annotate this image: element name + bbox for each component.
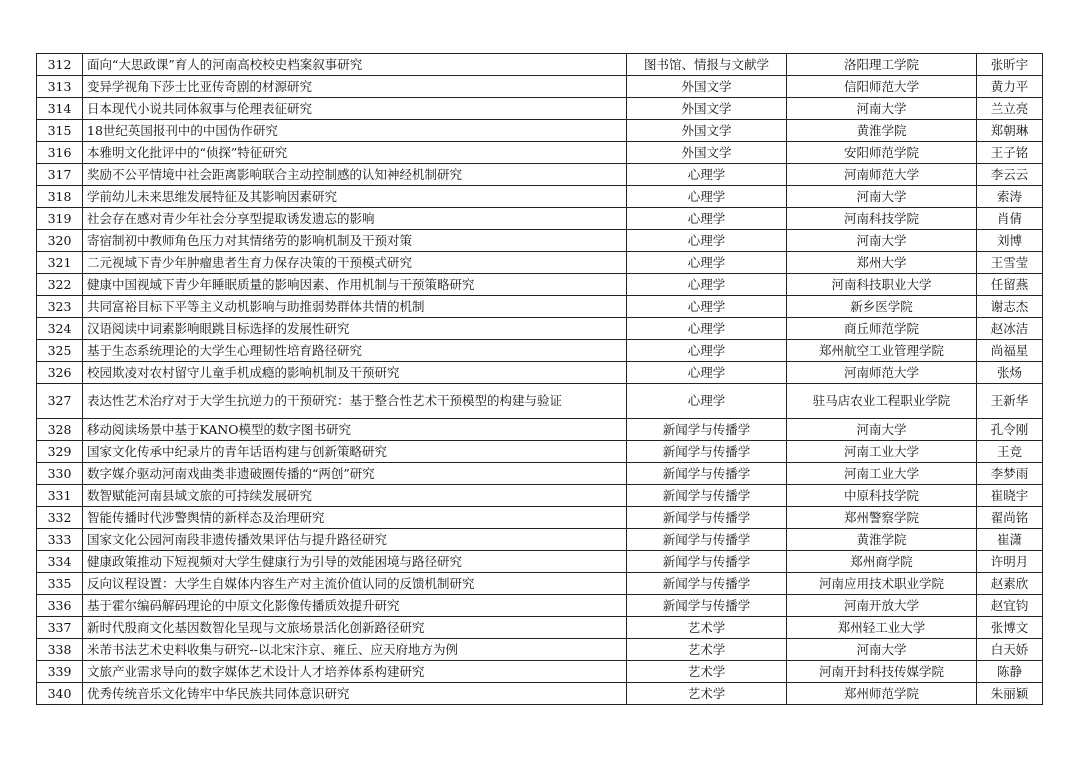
project-title: 数智赋能河南县域文旅的可持续发展研究 — [83, 485, 627, 507]
institution: 河南工业大学 — [787, 441, 977, 463]
project-title: 国家文化传承中纪录片的青年话语构建与创新策略研究 — [83, 441, 627, 463]
project-number: 330 — [37, 463, 83, 485]
project-title: 反向议程设置：大学生自媒体内容生产对主流价值认同的反馈机制研究 — [83, 573, 627, 595]
principal-investigator: 陈静 — [977, 661, 1043, 683]
project-number: 317 — [37, 164, 83, 186]
project-list-table — [36, 53, 1043, 705]
principal-investigator: 崔晓宇 — [977, 485, 1043, 507]
institution: 郑州警察学院 — [787, 507, 977, 529]
project-title: 校园欺凌对农村留守儿童手机成瘾的影响机制及干预研究 — [83, 362, 627, 384]
project-number: 333 — [37, 529, 83, 551]
principal-investigator: 翟尚铭 — [977, 507, 1043, 529]
discipline: 新闻学与传播学 — [627, 507, 787, 529]
discipline: 心理学 — [627, 318, 787, 340]
table-row — [37, 661, 1043, 683]
project-title: 文旅产业需求导向的数字媒体艺术设计人才培养体系构建研究 — [83, 661, 627, 683]
project-title: 数字媒介驱动河南戏曲类非遗破圈传播的“两创”研究 — [83, 463, 627, 485]
project-title: 智能传播时代涉警舆情的新样态及治理研究 — [83, 507, 627, 529]
project-number: 315 — [37, 120, 83, 142]
discipline: 心理学 — [627, 186, 787, 208]
discipline: 心理学 — [627, 274, 787, 296]
institution: 洛阳理工学院 — [787, 54, 977, 76]
project-number: 312 — [37, 54, 83, 76]
project-number: 316 — [37, 142, 83, 164]
discipline: 新闻学与传播学 — [627, 463, 787, 485]
table-body — [37, 54, 1043, 705]
institution: 商丘师范学院 — [787, 318, 977, 340]
table-row — [37, 186, 1043, 208]
institution: 河南大学 — [787, 186, 977, 208]
project-number: 318 — [37, 186, 83, 208]
principal-investigator: 刘博 — [977, 230, 1043, 252]
project-number: 321 — [37, 252, 83, 274]
project-title: 面向“大思政课”育人的河南高校校史档案叙事研究 — [83, 54, 627, 76]
project-number: 325 — [37, 340, 83, 362]
table-row — [37, 441, 1043, 463]
project-number: 336 — [37, 595, 83, 617]
discipline: 图书馆、情报与文献学 — [627, 54, 787, 76]
project-title: 优秀传统音乐文化铸牢中华民族共同体意识研究 — [83, 683, 627, 705]
project-title: 日本现代小说共同体叙事与伦理表征研究 — [83, 98, 627, 120]
principal-investigator: 肖倩 — [977, 208, 1043, 230]
institution: 河南开封科技传媒学院 — [787, 661, 977, 683]
project-number: 329 — [37, 441, 83, 463]
principal-investigator: 尚福星 — [977, 340, 1043, 362]
table-row — [37, 551, 1043, 573]
project-title: 基于霍尔编码解码理论的中原文化影像传播质效提升研究 — [83, 595, 627, 617]
discipline: 新闻学与传播学 — [627, 441, 787, 463]
discipline: 艺术学 — [627, 617, 787, 639]
table-row — [37, 683, 1043, 705]
discipline: 外国文学 — [627, 76, 787, 98]
project-title: 18世纪英国报刊中的中国伪作研究 — [83, 120, 627, 142]
table-row — [37, 120, 1043, 142]
institution: 驻马店农业工程职业学院 — [787, 384, 977, 419]
institution: 郑州商学院 — [787, 551, 977, 573]
principal-investigator: 索涛 — [977, 186, 1043, 208]
discipline: 外国文学 — [627, 98, 787, 120]
principal-investigator: 朱丽颖 — [977, 683, 1043, 705]
institution: 黄淮学院 — [787, 529, 977, 551]
principal-investigator: 张博文 — [977, 617, 1043, 639]
project-title: 社会存在感对青少年社会分享型提取诱发遗忘的影响 — [83, 208, 627, 230]
institution: 河南师范大学 — [787, 164, 977, 186]
table-row — [37, 318, 1043, 340]
discipline: 心理学 — [627, 384, 787, 419]
project-title: 奖励不公平情境中社会距离影响联合主动控制感的认知神经机制研究 — [83, 164, 627, 186]
principal-investigator: 李梦雨 — [977, 463, 1043, 485]
principal-investigator: 赵冰洁 — [977, 318, 1043, 340]
project-number: 327 — [37, 384, 83, 419]
project-number: 322 — [37, 274, 83, 296]
institution: 郑州航空工业管理学院 — [787, 340, 977, 362]
institution: 河南应用技术职业学院 — [787, 573, 977, 595]
project-number: 332 — [37, 507, 83, 529]
project-title: 表达性艺术治疗对于大学生抗逆力的干预研究：基于整合性艺术干预模型的构建与验证 — [83, 384, 627, 419]
project-title: 寄宿制初中教师角色压力对其情绪劳的影响机制及干预对策 — [83, 230, 627, 252]
table-row — [37, 340, 1043, 362]
table-row — [37, 419, 1043, 441]
principal-investigator: 白天娇 — [977, 639, 1043, 661]
table-row — [37, 485, 1043, 507]
table-row — [37, 384, 1043, 419]
project-number: 323 — [37, 296, 83, 318]
institution: 河南科技学院 — [787, 208, 977, 230]
project-title: 健康政策推动下短视频对大学生健康行为引导的效能困境与路径研究 — [83, 551, 627, 573]
discipline: 外国文学 — [627, 142, 787, 164]
project-title: 米芾书法艺术史料收集与研究--以北宋汴京、雍丘、应天府地方为例 — [83, 639, 627, 661]
institution: 信阳师范大学 — [787, 76, 977, 98]
institution: 河南大学 — [787, 419, 977, 441]
discipline: 心理学 — [627, 208, 787, 230]
table-row — [37, 573, 1043, 595]
discipline: 新闻学与传播学 — [627, 595, 787, 617]
discipline: 心理学 — [627, 340, 787, 362]
table-row — [37, 595, 1043, 617]
principal-investigator: 王竞 — [977, 441, 1043, 463]
discipline: 艺术学 — [627, 683, 787, 705]
principal-investigator: 张炀 — [977, 362, 1043, 384]
institution: 河南大学 — [787, 98, 977, 120]
project-number: 331 — [37, 485, 83, 507]
project-number: 339 — [37, 661, 83, 683]
project-number: 335 — [37, 573, 83, 595]
table-row — [37, 362, 1043, 384]
institution: 河南科技职业大学 — [787, 274, 977, 296]
institution: 黄淮学院 — [787, 120, 977, 142]
discipline: 外国文学 — [627, 120, 787, 142]
principal-investigator: 谢志杰 — [977, 296, 1043, 318]
table-row — [37, 142, 1043, 164]
discipline: 艺术学 — [627, 639, 787, 661]
table-row — [37, 617, 1043, 639]
institution: 河南大学 — [787, 230, 977, 252]
institution: 安阳师范学院 — [787, 142, 977, 164]
table-row — [37, 230, 1043, 252]
table-row — [37, 274, 1043, 296]
project-number: 338 — [37, 639, 83, 661]
table-row — [37, 208, 1043, 230]
table-row — [37, 296, 1043, 318]
project-title: 汉语阅读中词素影响眼跳目标选择的发展性研究 — [83, 318, 627, 340]
table-row — [37, 507, 1043, 529]
project-number: 313 — [37, 76, 83, 98]
institution: 郑州大学 — [787, 252, 977, 274]
discipline: 新闻学与传播学 — [627, 573, 787, 595]
table-row — [37, 54, 1043, 76]
institution: 河南师范大学 — [787, 362, 977, 384]
discipline: 新闻学与传播学 — [627, 485, 787, 507]
table-row — [37, 252, 1043, 274]
project-number: 319 — [37, 208, 83, 230]
principal-investigator: 李云云 — [977, 164, 1043, 186]
project-number: 334 — [37, 551, 83, 573]
discipline: 艺术学 — [627, 661, 787, 683]
table-row — [37, 76, 1043, 98]
discipline: 新闻学与传播学 — [627, 419, 787, 441]
discipline: 心理学 — [627, 230, 787, 252]
project-number: 328 — [37, 419, 83, 441]
project-title: 基于生态系统理论的大学生心理韧性培育路径研究 — [83, 340, 627, 362]
institution: 中原科技学院 — [787, 485, 977, 507]
principal-investigator: 郑朝琳 — [977, 120, 1043, 142]
project-number: 324 — [37, 318, 83, 340]
project-title: 健康中国视域下青少年睡眠质量的影响因素、作用机制与干预策略研究 — [83, 274, 627, 296]
principal-investigator: 王新华 — [977, 384, 1043, 419]
table-row — [37, 98, 1043, 120]
project-title: 变异学视角下莎士比亚传奇剧的材源研究 — [83, 76, 627, 98]
principal-investigator: 孔令刚 — [977, 419, 1043, 441]
institution: 河南工业大学 — [787, 463, 977, 485]
project-number: 326 — [37, 362, 83, 384]
principal-investigator: 赵宜钧 — [977, 595, 1043, 617]
project-number: 320 — [37, 230, 83, 252]
project-number: 337 — [37, 617, 83, 639]
principal-investigator: 张昕宇 — [977, 54, 1043, 76]
project-title: 学前幼儿未来思维发展特征及其影响因素研究 — [83, 186, 627, 208]
principal-investigator: 王雪莹 — [977, 252, 1043, 274]
discipline: 心理学 — [627, 252, 787, 274]
institution: 郑州轻工业大学 — [787, 617, 977, 639]
project-number: 314 — [37, 98, 83, 120]
project-title: 新时代殷商文化基因数智化呈现与文旅场景活化创新路径研究 — [83, 617, 627, 639]
discipline: 新闻学与传播学 — [627, 529, 787, 551]
principal-investigator: 黄力平 — [977, 76, 1043, 98]
project-title: 二元视域下青少年肿瘤患者生育力保存决策的干预模式研究 — [83, 252, 627, 274]
project-title: 本雅明文化批评中的“侦探”特征研究 — [83, 142, 627, 164]
table-row — [37, 529, 1043, 551]
discipline: 心理学 — [627, 362, 787, 384]
project-title: 共同富裕目标下平等主义动机影响与助推弱势群体共情的机制 — [83, 296, 627, 318]
discipline: 心理学 — [627, 164, 787, 186]
institution: 河南开放大学 — [787, 595, 977, 617]
discipline: 新闻学与传播学 — [627, 551, 787, 573]
principal-investigator: 崔潇 — [977, 529, 1043, 551]
principal-investigator: 王子铭 — [977, 142, 1043, 164]
table-row — [37, 164, 1043, 186]
project-title: 国家文化公园河南段非遗传播效果评估与提升路径研究 — [83, 529, 627, 551]
discipline: 心理学 — [627, 296, 787, 318]
project-number: 340 — [37, 683, 83, 705]
principal-investigator: 任留燕 — [977, 274, 1043, 296]
principal-investigator: 赵素欣 — [977, 573, 1043, 595]
institution: 河南大学 — [787, 639, 977, 661]
principal-investigator: 兰立亮 — [977, 98, 1043, 120]
institution: 新乡医学院 — [787, 296, 977, 318]
table-row — [37, 639, 1043, 661]
institution: 郑州师范学院 — [787, 683, 977, 705]
principal-investigator: 许明月 — [977, 551, 1043, 573]
project-title: 移动阅读场景中基于KANO模型的数字图书研究 — [83, 419, 627, 441]
table-row — [37, 463, 1043, 485]
